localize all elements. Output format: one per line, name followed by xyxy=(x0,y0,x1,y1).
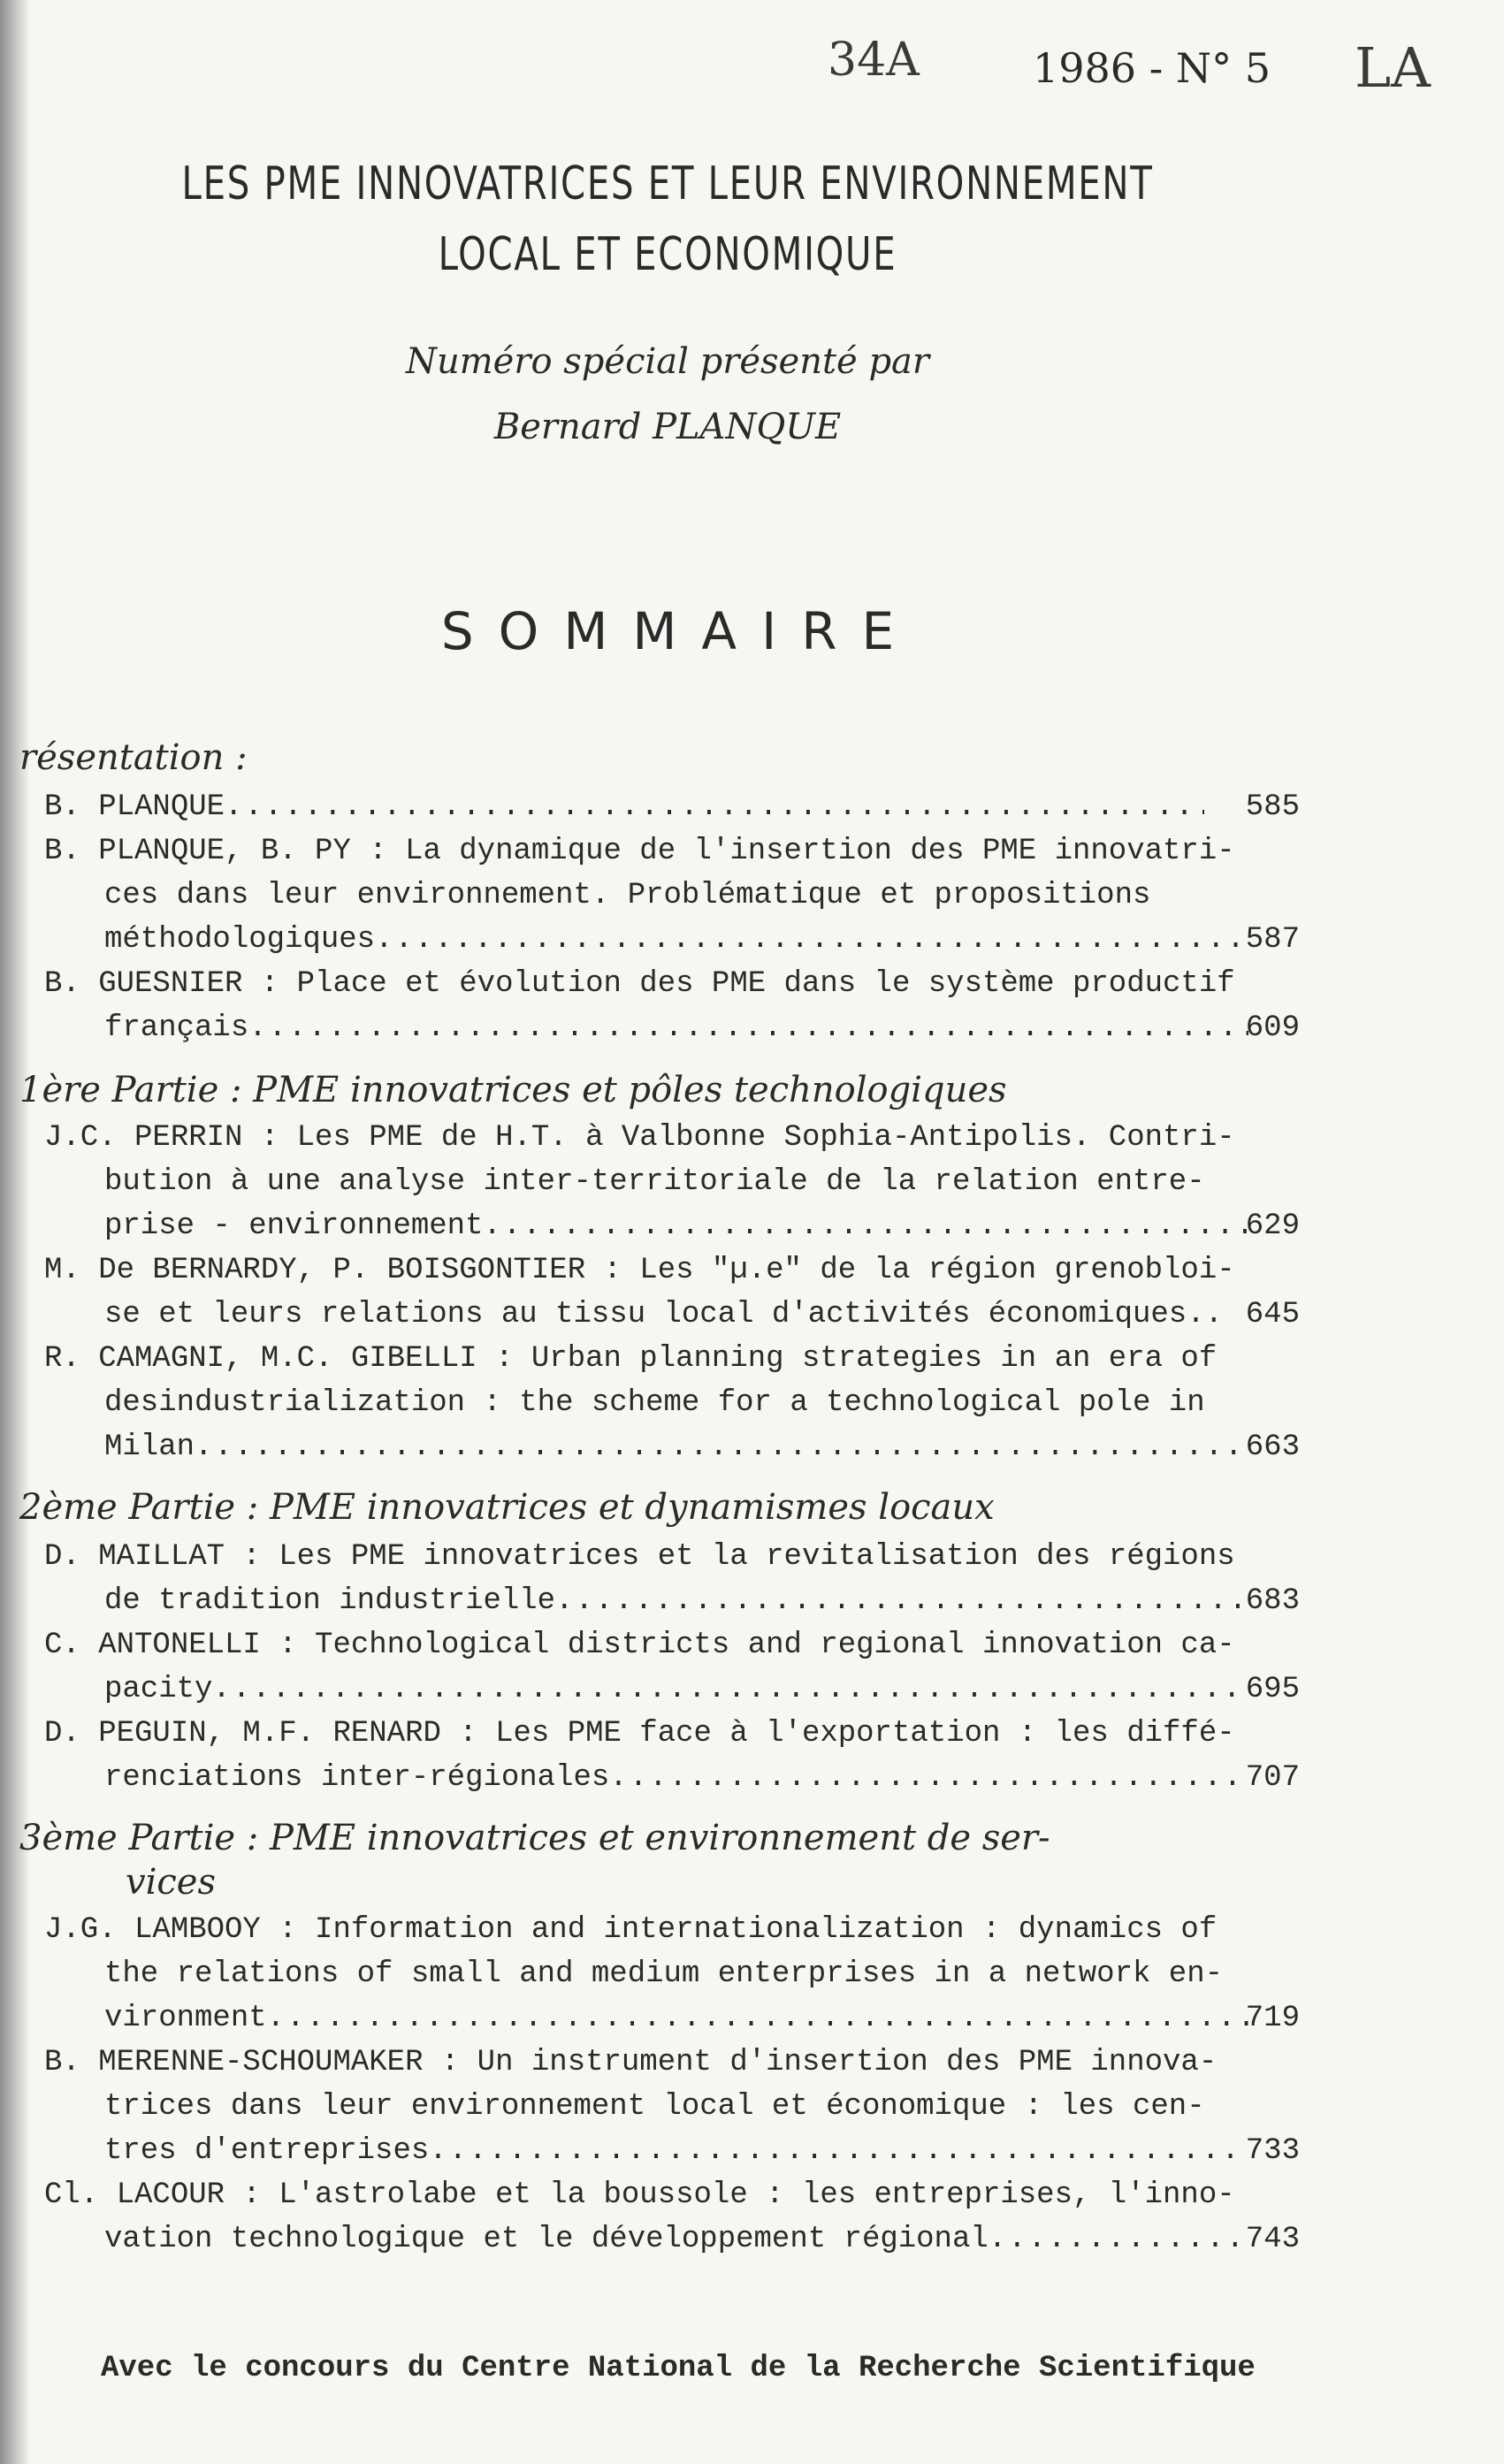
entry-line: français ..... xyxy=(104,1006,1248,1050)
entry-line: trices dans leur environnement local et économique : les cen- xyxy=(104,2090,1205,2124)
entry-page: 585 xyxy=(1245,790,1300,824)
entry-line: D. PEGUIN, M.F. RENARD : Les PME face à l'exportation : les diffé- xyxy=(44,1717,1235,1751)
entry-page: 719 xyxy=(1245,2002,1300,2035)
section-title: 1ère Partie : PME innovatrices et pôles technologiques xyxy=(19,1070,1007,1110)
contents-heading: SOMMAIRE xyxy=(440,601,920,661)
entry-page: 707 xyxy=(1245,1761,1300,1795)
handwritten-number: 34A xyxy=(828,34,920,87)
entry-line: Cl. LACOUR : L'astrolabe et la boussole : les entreprises, l'inno- xyxy=(44,2178,1235,2212)
entry-page: 663 xyxy=(1245,1430,1300,1464)
entry-line: M. De BERNARDY, P. BOISGONTIER : Les "µ.e" de la région grenobloi- xyxy=(44,1254,1235,1287)
section-title-continued: vices xyxy=(126,1862,216,1903)
entry-line: tres d'entreprises ..... xyxy=(104,2129,1248,2173)
entry-line: de tradition industrielle ..... xyxy=(104,1579,1248,1623)
entry-line: méthodologiques ..... xyxy=(104,918,1248,962)
entry-line: J.C. PERRIN : Les PME de H.T. à Valbonne Sophia-Antipolis. Contri- xyxy=(44,1121,1235,1155)
issue-number: 1986 - N° 5 xyxy=(1033,44,1271,92)
entry-page: 695 xyxy=(1245,1673,1300,1706)
entry-line: J.G. LAMBOOY : Information and internationalization : dynamics of xyxy=(44,1913,1218,1947)
entry-page: 683 xyxy=(1245,1584,1300,1618)
page-title-line-2: LOCAL ET ECONOMIQUE xyxy=(438,228,897,281)
handwritten-initials: LA xyxy=(1355,35,1431,100)
entry-page: 587 xyxy=(1245,923,1300,957)
entry-line: the relations of small and medium enterprises in a network en- xyxy=(104,1957,1224,1991)
entry-line: Milan ..... xyxy=(104,1425,1248,1469)
entry-line: vironment ..... xyxy=(104,1996,1248,2041)
entry-line: bution à une analyse inter-territoriale de la relation entre- xyxy=(104,1165,1205,1199)
entry-line: B. MERENNE-SCHOUMAKER : Un instrument d'insertion des PME innova- xyxy=(44,2046,1218,2079)
entry-line: B. PLANQUE ..... xyxy=(44,785,1204,829)
entry-page: 743 xyxy=(1245,2223,1300,2256)
entry-line: vation technologique et le développement régional ..... xyxy=(104,2217,1248,2262)
entry-line: D. MAILLAT : Les PME innovatrices et la revitalisation des régions xyxy=(44,1540,1235,1574)
entry-page: 629 xyxy=(1245,1209,1300,1243)
page-title-line-1: LES PME INNOVATRICES ET LEUR ENVIRONNEMENT xyxy=(181,157,1154,210)
entry-line: pacity ..... xyxy=(104,1667,1248,1712)
entry-line: R. CAMAGNI, M.C. GIBELLI : Urban planning strategies in an era of xyxy=(44,1342,1218,1376)
entry-line: se et leurs relations au tissu local d'activités économiques.. xyxy=(104,1298,1224,1331)
entry-page: 733 xyxy=(1245,2134,1300,2168)
section-title: résentation : xyxy=(19,737,248,778)
section-title: 2ème Partie : PME innovatrices et dynamismes locaux xyxy=(19,1487,995,1528)
footer-credit: Avec le concours du Centre National de la Recherche Scientifique xyxy=(101,2352,1256,2385)
entry-page: 645 xyxy=(1245,1298,1300,1331)
entry-line: prise - environnement ..... xyxy=(104,1204,1248,1248)
entry-page: 609 xyxy=(1245,1011,1300,1045)
entry-line: renciations inter-régionales ..... xyxy=(104,1756,1248,1800)
entry-line: B. GUESNIER : Place et évolution des PME dans le système productif xyxy=(44,967,1235,1001)
section-title: 3ème Partie : PME innovatrices et environnement de ser- xyxy=(19,1818,1050,1858)
entry-line: C. ANTONELLI : Technological districts and regional innovation ca- xyxy=(44,1629,1235,1662)
entry-line: ces dans leur environnement. Problématique et propositions xyxy=(104,879,1151,912)
entry-line: B. PLANQUE, B. PY : La dynamique de l'insertion des PME innovatri- xyxy=(44,835,1235,868)
subtitle-author: Bernard PLANQUE xyxy=(493,407,842,447)
entry-line: desindustrialization : the scheme for a technological pole in xyxy=(104,1386,1205,1420)
subtitle-line-1: Numéro spécial présenté par xyxy=(405,341,930,382)
